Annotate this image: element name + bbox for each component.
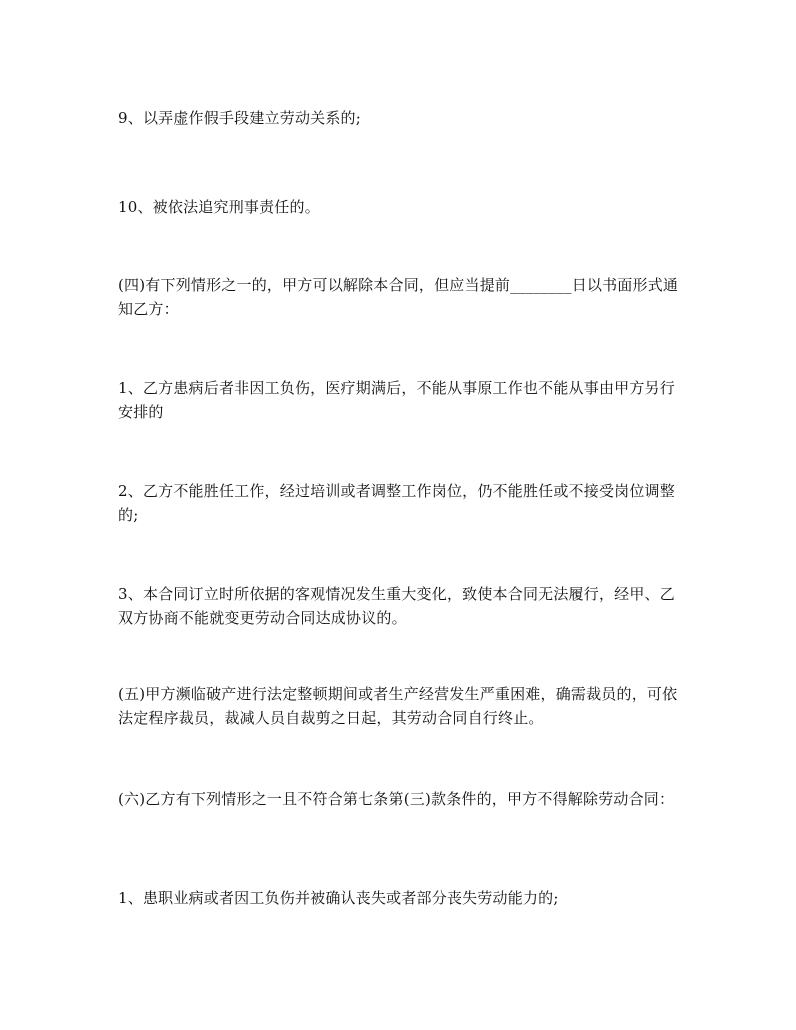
paragraph-item-1-occupational-disease: 1、患职业病或者因工负伤并被确认丧失或者部分丧失劳动能力的; bbox=[118, 889, 559, 907]
paragraph-item-1-illness: 1、乙方患病后者非因工负伤，医疗期满后，不能从事原工作也不能从事由甲方另行安排的 bbox=[118, 379, 675, 421]
paragraph-item-10: 10、被依法追究刑事责任的。 bbox=[118, 198, 320, 216]
paragraph-section-6: (六)乙方有下列情形之一且不符合第七条第(三)款条件的，甲方不得解除劳动合同： bbox=[118, 790, 675, 808]
paragraph-section-4: (四)有下列情形之一的，甲方可以解除本合同，但应当提前________日以书面形式通知乙方： bbox=[118, 276, 679, 318]
paragraph-section-5: (五)甲方濒临破产进行法定整顿期间或者生产经营发生严重困难，确需裁员的，可依法定程序裁员，裁减人员自裁剪之日起，其劳动合同自行终止。 bbox=[118, 685, 678, 727]
paragraph-item-2-incompetent: 2、乙方不能胜任工作，经过培训或者调整工作岗位，仍不能胜任或不接受岗位调整的; bbox=[118, 482, 675, 524]
paragraph-item-3-circumstance-change: 3、本合同订立时所依据的客观情况发生重大变化，致使本合同无法履行，经甲、乙双方协商不能就变更劳动合同达成协议的。 bbox=[118, 585, 675, 627]
paragraph-item-9: 9、以弄虚作假手段建立劳动关系的; bbox=[118, 109, 361, 127]
